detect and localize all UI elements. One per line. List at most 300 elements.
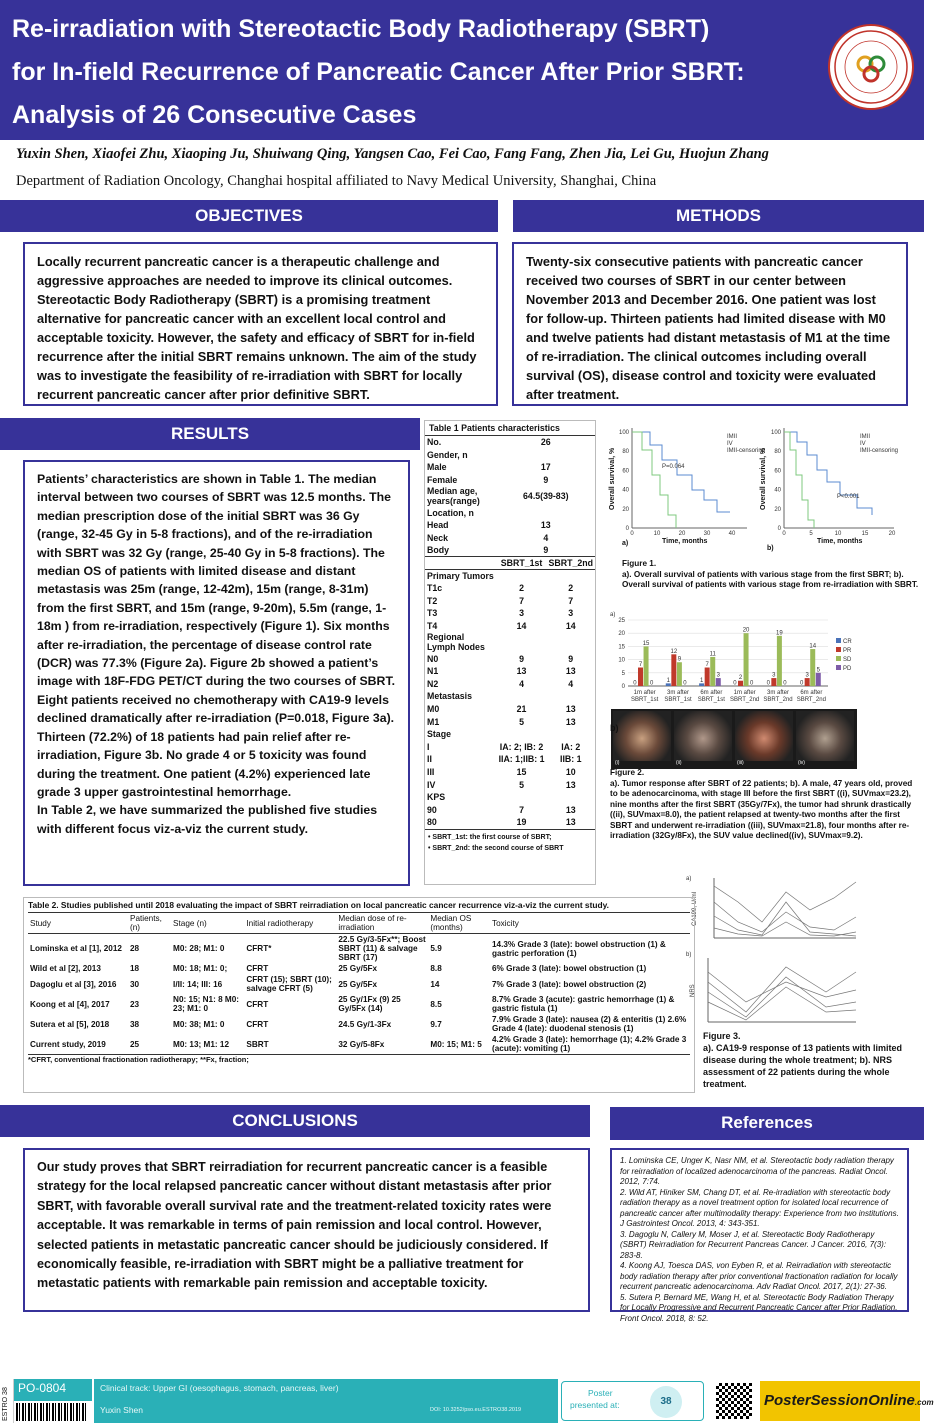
image-label: (ii) (676, 760, 682, 766)
table-cell: Dagoglu et al [3], 2016 (30, 979, 117, 989)
table-cell: M0: 15; M1: 5 (430, 1039, 482, 1049)
table-cell: M0: 18; M1: 0; (173, 964, 228, 973)
results-text-2: In Table 2, we have summarized the published five studies with different focus viz-a-viz the current study. (37, 803, 378, 836)
table-cell: 3 (519, 608, 524, 619)
table-cell: CFRT* (246, 944, 272, 953)
table-cell: 80 (427, 817, 437, 828)
figure1-caption (622, 559, 922, 591)
table-cell: IA: 2; IB: 2 (499, 741, 544, 752)
table-row (425, 544, 595, 557)
table-row (425, 486, 595, 506)
conclusions-text: Our study proves that SBRT reirradiation for recurrent pancreatic cancer is a feasible strategy for the local relapsed pancreatic cancer without distant metastasis after prior SBRT, with favorable overall survival rate and the treatment-related toxicity rates were acceptable. It was remarkable in terms of pain remission and local control. However, selected patients in metastatic pancreatic cancer should be judiciously considered. If economically feasible, re-irradiation with SBRT might be a palliative treatment for metastatic patients with remarkable pain remission and acceptable toxicity. (37, 1160, 552, 1291)
data-label: 19 (776, 630, 783, 637)
y-tick-label: 20 (774, 506, 781, 513)
bar (638, 668, 643, 686)
bar (705, 668, 710, 686)
poster-title (12, 8, 812, 137)
table-cell: 14 (516, 621, 527, 632)
tumor-response-chart (610, 608, 858, 708)
table-cell: Gender, n (427, 449, 468, 460)
table-cell: IV (427, 779, 436, 790)
y-tick-label: 40 (774, 487, 781, 494)
table-cell: 14 (565, 621, 576, 632)
bar (744, 633, 749, 686)
x-tick-label: 30 (703, 531, 711, 537)
legend-item: IV (727, 441, 733, 447)
reference-item: 3. Dagoglu N, Callery M, Moser J, et al. Stereotactic Body Radiotherapy (SBRT) Reirradiation for Recurrent Pancreas Cancer. J Cancer. 2016, 7(3): 283-8. (620, 1229, 887, 1260)
p-value-a: P=0.064 (662, 464, 685, 470)
legend-item: IMII-censoring (860, 448, 899, 454)
table-cell: 13 (565, 779, 576, 790)
x-tick-label: 0 (782, 531, 786, 537)
table1-title: Table 1 Patients characteristics (425, 421, 595, 436)
footer-author: Yuxin Shen (100, 1405, 144, 1415)
x-tick-label: SBRT_1st (697, 697, 725, 703)
objectives-box (23, 242, 498, 406)
data-label: 20 (742, 627, 750, 634)
table2 (23, 897, 695, 1093)
panel-label: a) (610, 612, 616, 618)
table-cell (497, 506, 595, 519)
caption-title: Figure 3. (703, 1031, 741, 1041)
data-label: 7 (705, 662, 709, 669)
table-row (425, 791, 595, 804)
table-row (425, 449, 595, 462)
table-cell: II (427, 754, 432, 765)
data-label: 0 (749, 680, 754, 687)
table1-note: • SBRT_2nd: the second course of SBRT (428, 844, 564, 852)
table-cell: 18 (130, 964, 140, 973)
y-axis-label: CA199, U/ml (692, 891, 698, 926)
figure3-caption (703, 1030, 918, 1090)
bar (777, 636, 782, 686)
y-tick-label: 5 (621, 670, 625, 677)
table-row (425, 569, 595, 582)
table-cell: Location, n (427, 507, 474, 518)
table2-body (28, 913, 690, 1054)
table-cell: 9 (543, 475, 549, 486)
table2-note: *CFRT, conventional fractionation radiotherapy; **Fx, fraction; (28, 1054, 690, 1064)
data-label: 0 (733, 680, 737, 687)
table-cell: 4 (568, 678, 574, 689)
x-tick-label: 0 (630, 531, 634, 537)
x-tick-label: 10 (834, 531, 842, 537)
table-cell: N0 (427, 653, 439, 664)
table-cell (497, 632, 547, 652)
data-label: 0 (649, 680, 654, 687)
table1-col-header: SBRT_1st (500, 558, 543, 569)
table-cell: 25 (130, 1039, 140, 1049)
presented-at: Poster presented at: 38 (561, 1381, 704, 1421)
table-cell (497, 791, 547, 804)
table-cell: 5.9 (430, 944, 442, 953)
table-cell: T3 (427, 608, 438, 619)
table-cell: M0: 38; M1: 0 (173, 1019, 225, 1029)
table-row (425, 620, 595, 633)
table-cell: 7 (519, 804, 524, 815)
table-cell: 5 (519, 779, 524, 790)
results-text: Patients’ characteristics are shown in Table 1. The median interval between two courses of SBRT was 12.5 months. The median prescription dose of the initial SBRT was 36 Gy (range, 32-45 Gy in 5-8 fractions), and of the re-irradiation with SBRT was 32 Gy (range, 25-40 Gy in 5-8 fractions). The median OS of patients with limited disease and distant metastasis was 25m (range, 12-42m), 15m (range, 8-31m) from the first SBRT, and 15m (range, 9-20m), 5.5m (range, 1-18m ) from re-irradiation, respectively (Figure 1). Six months after re-irradiation, the percentage of disease control rate (DCR) was 77.3% (Figure 2a). Figure 2b showed a patient’s image with 18F-FDG PET/CT during the two courses of SBRT. Eight patients received no chemotherapy with CA19-9 levels declined dramatically after re-irradiation (P=0.018, Figure 3a). Thirteen (72.2%) of 18 patients had pain relief after re-irradiation, Figure 3b. No grade 4 or 5 toxicity was found during the treatment. One patient (4.2%) experienced late grade 3 upper gastrointestinal hemorrhage. (37, 472, 396, 799)
conclusions-header: CONCLUSIONS (0, 1105, 590, 1137)
table-cell: 32 Gy/5-8Fx (338, 1039, 385, 1049)
table-cell: M1 (427, 716, 440, 727)
table-cell: Wild et al [2], 2013 (30, 964, 101, 973)
table-cell (547, 632, 595, 652)
figure2-caption (610, 768, 922, 842)
reference-item: 2. Wild AT, Hiniker SM, Chang DT, et al. Re-irradiation with stereotactic body radiation therapy as a novel treatment option for isolated local recurrence of pancreatic cancer after multimodality therapy: Experience from two institutions. J Gastrointest Oncol. 2013, 4: 343-351. (620, 1187, 899, 1228)
bar (716, 678, 721, 686)
table-cell: 13 (565, 666, 576, 677)
table-cell: 38 (130, 1019, 140, 1029)
bar (671, 654, 676, 686)
table-cell (547, 791, 595, 804)
caption-text: a). Overall survival of patients with various stage from the first SBRT; b). Overall survival of patients with various stage from re-irradiation with SBRT. (622, 569, 919, 589)
ca199-nrs-charts (686, 872, 922, 1027)
table-cell: IA: 2 (561, 741, 581, 752)
legend-item: SD (843, 657, 852, 663)
table-cell: 8.5 (430, 999, 442, 1009)
table-row (425, 753, 595, 766)
legend-item: IV (860, 441, 866, 447)
panel-label: b) (767, 545, 774, 552)
y-tick-label: 10 (618, 657, 625, 664)
table-cell: 2 (568, 583, 574, 594)
table-row (425, 803, 595, 816)
figure3-charts (686, 872, 922, 1027)
y-tick-label: 0 (777, 526, 781, 532)
table-cell: 23 (130, 999, 140, 1009)
table-cell: T1c (427, 583, 443, 594)
y-tick-label: 80 (622, 449, 629, 456)
x-tick-label: 3m after (666, 690, 690, 696)
table-cell: 25 Gy/1Fx (9) 25 Gy/5Fx (14) (338, 995, 401, 1013)
table-cell: CFRT (246, 1019, 269, 1029)
table-header-cell: Study (30, 918, 51, 928)
bar (738, 681, 743, 686)
table-cell: Stage (427, 729, 451, 740)
table-cell: 19 (516, 817, 527, 828)
table1-body (425, 436, 595, 829)
objectives-header: OBJECTIVES (0, 200, 498, 232)
survival-plot-a (609, 428, 765, 547)
p-value-b: P<0.001 (837, 494, 860, 500)
table-cell: 7 (568, 595, 574, 606)
table-cell: N1 (427, 666, 439, 677)
table-cell: 90 (427, 804, 437, 815)
table-cell: 2 (519, 583, 524, 594)
table-cell: 4.2% Grade 3 (late): hemorrhage (1); 4.2% Grade 3 (acute): vomiting (1) (492, 1035, 687, 1053)
figure1-charts (602, 420, 922, 558)
brand-logo[interactable]: PosterSessionOnline.com (760, 1381, 920, 1421)
panel-label: b) (686, 952, 692, 958)
table-cell: 17 (540, 462, 551, 473)
authors: Yuxin Shen, Xiaofei Zhu, Xiaoping Ju, Shuiwang Qing, Yangsen Cao, Fei Cao, Fang Fang, Zhen Jia, Lei Gu, Huojun Zhang (16, 146, 769, 162)
table-header-cell: Toxicity (492, 918, 519, 928)
conclusions-box (23, 1148, 590, 1312)
caption-title: Figure 2. (610, 768, 645, 777)
table-cell: Metastasis (427, 691, 472, 702)
y-tick-label: 60 (774, 468, 781, 475)
table-row (425, 816, 595, 829)
table-cell: 25 Gy/5Fx (338, 979, 378, 989)
references-list (612, 1150, 907, 1330)
table-cell: 24.5 Gy/1-3Fx (338, 1019, 392, 1029)
table-cell: III (427, 766, 435, 777)
data-label: 3 (716, 672, 720, 679)
table-row (425, 632, 595, 652)
table-cell (547, 728, 595, 741)
table-cell (547, 690, 595, 703)
table-row (425, 461, 595, 474)
x-tick-label: 20 (888, 531, 896, 537)
table-cell: Primary Tumors (427, 570, 494, 581)
x-tick-label: SBRT_1st (631, 697, 659, 703)
table-cell: Lominska et al [1], 2012 (30, 944, 122, 953)
panel-label: a) (686, 876, 692, 882)
legend-swatch (836, 638, 841, 643)
data-label: 0 (799, 680, 804, 687)
table-row (425, 766, 595, 779)
y-tick-label: 80 (774, 449, 781, 456)
table-row (425, 519, 595, 532)
table-header-cell: Patients, (n) (130, 914, 162, 932)
table-cell: CFRT (246, 964, 269, 973)
table-row (425, 436, 595, 449)
objectives-text: Locally recurrent pancreatic cancer is a therapeutic challenge and aggressive approaches are needed to improve its clinical outcomes. Stereotactic Body Radiotherapy (SBRT) is a promising treatment alternative for pancreatic cancer with an excellent local control and acceptable toxicity. However, the safety and efficacy of SBRT for in-field recurrence after the initial SBRT remains unknown. The aim of the study was to investigate the feasibility of re-irradiation with SBRT for locally recurrent pancreatic cancer after prior definitive SBRT. (37, 254, 477, 402)
data-label: 11 (709, 651, 716, 658)
title-line: for In-field Recurrence of Pancreatic Cancer After Prior SBRT: (12, 58, 745, 86)
data-label: 12 (670, 648, 678, 655)
y-tick-label: 0 (621, 684, 625, 690)
data-label: 1 (699, 677, 704, 684)
x-tick-label: 20 (678, 531, 686, 537)
table-row (425, 474, 595, 487)
pet-image (613, 711, 671, 761)
x-tick-label: 15 (861, 531, 869, 537)
x-axis-label: Time, months (662, 538, 708, 545)
table-cell: 21 (516, 703, 527, 714)
table-cell: 13 (565, 703, 576, 714)
table-row (425, 506, 595, 519)
table-cell: CFRT (15); SBRT (10); salvage CFRT (5) (246, 975, 332, 993)
reference-item: 1. Lominska CE, Unger K, Nasr NM, et al. Stereotactic body radiation therapy for reirradiation of localized adenocarcinoma of the pancreas. Radiat Oncol. 2012, 7:74. (620, 1156, 894, 1186)
pet-image (674, 711, 732, 761)
bar (677, 662, 682, 686)
data-label: 3 (772, 672, 776, 679)
legend-item: IMII-censoring (727, 448, 766, 454)
y-tick-label: 100 (618, 430, 629, 436)
methods-box (512, 242, 908, 406)
table-cell: Regional Lymph Nodes (427, 632, 485, 653)
table-cell: Male (427, 462, 447, 473)
table-cell: Female (427, 475, 458, 486)
y-axis-label: Overall survival, % (609, 447, 616, 510)
legend-swatch (836, 656, 841, 661)
table-row (425, 778, 595, 791)
table-cell: Median age, years(range) (427, 486, 480, 507)
caption-text: a). Tumor response after SBRT of 22 patients; b). A male, 47 years old, proved to be adenocarcinoma, with stage III before the first SBRT ((i), SUVmax=23.2), nine months after the first SBRT (35Gy/7Fx), the tumor had shrunk drastically ((ii), SUVmax=8.0), the patient relapsed at twenty-two months after the first SBRT and underwent re-irradiation ((iii), SUVmax=21.8), four months after re-irradiation (32Gy/8Fx), the SUV value declined((iv), SUVmax=9.2). (610, 778, 913, 840)
table-cell: 22.5 Gy/3-5Fx**; Boost SBRT (11) & salvage SBRT (17) (338, 935, 426, 962)
table1 (424, 420, 596, 885)
pet-image (796, 711, 854, 761)
x-tick-label: 5 (809, 531, 813, 537)
table-cell (497, 728, 547, 741)
table-cell: IIA: 1;IIB: 1 (498, 754, 545, 765)
footer-side: ESTRO 38 (0, 1379, 14, 1423)
table-row (28, 994, 690, 1014)
table-cell: 9 (519, 653, 524, 664)
table1-col-header: SBRT_2nd (548, 558, 593, 569)
table-cell: N0: 15; N1: 8 M0: 23; M1: 0 (173, 995, 240, 1013)
table-row (28, 1034, 690, 1054)
x-tick-label: 1m after (633, 690, 656, 696)
table-cell: 5 (519, 716, 524, 727)
table-cell: CFRT (246, 999, 269, 1009)
legend-item: IMII (727, 434, 737, 440)
panel-label: a) (622, 540, 629, 547)
y-tick-label: 40 (622, 487, 629, 494)
x-tick-label: 10 (653, 531, 661, 537)
references-header: References (610, 1107, 924, 1140)
x-tick-label: 40 (728, 531, 736, 537)
table-cell: T2 (427, 595, 438, 606)
y-tick-label: 0 (625, 526, 629, 532)
table-cell: 9.7 (430, 1019, 442, 1029)
table-cell: 4 (519, 678, 524, 689)
figure2a-chart (610, 608, 858, 708)
legend-item: PR (843, 648, 852, 654)
table-cell: 13 (565, 716, 576, 727)
table-cell: N2 (427, 678, 439, 689)
table-cell: I/II: 14; III: 16 (173, 979, 223, 989)
y-tick-label: 25 (618, 618, 625, 624)
table-cell: 28 (130, 944, 140, 953)
y-axis-label: Overall survival, % (760, 447, 767, 510)
table-row (425, 690, 595, 703)
data-label: 9 (677, 656, 682, 663)
table-cell: 15 (516, 766, 527, 777)
x-tick-label: 6m after (800, 690, 823, 696)
table-row (425, 595, 595, 608)
table-row (425, 728, 595, 741)
table-cell: Current study, 2019 (30, 1039, 106, 1049)
clinical-track: Clinical track: Upper GI (oesophagus, stomach, pancreas, liver) (100, 1383, 339, 1393)
table-cell (497, 690, 547, 703)
data-label: 3 (805, 672, 809, 679)
bar (710, 657, 715, 686)
table-cell (497, 569, 547, 582)
legend-swatch (836, 647, 841, 652)
data-label: 0 (783, 680, 787, 687)
bar (816, 673, 821, 686)
estro-badge: 38 (650, 1386, 682, 1418)
table-cell: 13 (565, 804, 576, 815)
table2-title: Table 2. Studies published until 2018 evaluating the impact of SBRT reirradiation on local pancreatic cancer recurrence viz-a-viz the current study. (28, 900, 690, 913)
table-cell: 9 (543, 545, 549, 556)
legend-swatch (836, 665, 841, 670)
table-cell: IIB: 1 (560, 754, 582, 765)
legend-item: CR (843, 639, 852, 645)
caption-text: a). CA19-9 response of 13 patients with limited disease during the whole treatment; b). NRS assessment of 22 patients during the whole treatment. (703, 1043, 903, 1089)
table-cell: 25 Gy/5Fx (338, 964, 378, 973)
methods-header: METHODS (513, 200, 924, 232)
data-label: 15 (642, 640, 650, 647)
table-cell: I (427, 741, 430, 752)
data-label: 0 (633, 680, 637, 687)
table-cell: 6% Grade 3 (late): bowel obstruction (1) (492, 964, 647, 973)
table-cell: Head (427, 520, 449, 531)
table-cell: 13 (540, 520, 551, 531)
table-cell: Body (427, 545, 449, 556)
table-cell: 4 (543, 532, 549, 543)
table-cell: 10 (565, 766, 576, 777)
table-cell: 3 (568, 608, 574, 619)
table-cell: M0 (427, 703, 440, 714)
image-label: (i) (615, 760, 620, 766)
caption-title: Figure 1. (622, 559, 657, 568)
table-row (28, 963, 690, 974)
x-tick-label: 3m after (766, 690, 790, 696)
results-header: RESULTS (0, 418, 420, 450)
table-cell: 7.9% Grade 3 (late): nausea (2) & enteritis (1) 2.6% Grade 4 (late): duodenal stenosis (1) (492, 1015, 687, 1033)
bar (644, 646, 649, 686)
doi: DOI: 10.3252/pso.eu.ESTRO38.2019 (430, 1407, 522, 1413)
table-cell: 7 (519, 595, 524, 606)
x-tick-label: SBRT_2nd (763, 697, 793, 703)
x-tick-label: SBRT_2nd (730, 697, 760, 703)
table-row (425, 715, 595, 728)
table-cell (547, 569, 595, 582)
table-header-cell: Initial radiotherapy (246, 918, 314, 928)
table-header-cell: Stage (n) (173, 918, 207, 928)
table-header-cell: Median OS (months) (430, 914, 472, 932)
pet-ct-images (611, 709, 857, 769)
data-label: 5 (816, 667, 820, 674)
table-cell: 30 (130, 979, 140, 989)
table-cell: 8.7% Grade 3 (acute): gastric hemorrhage (1) & gastric fistula (1) (492, 995, 675, 1013)
y-axis-label: NRS (690, 984, 696, 997)
table-row (425, 740, 595, 753)
table-row (425, 582, 595, 595)
table-cell: T4 (427, 621, 438, 632)
title-line: Re-irradiation with Stereotactic Body Radiotherapy (SBRT) (12, 15, 710, 43)
references-box (610, 1148, 909, 1323)
qr-code[interactable] (716, 1383, 752, 1419)
table-row (425, 703, 595, 716)
table-row (425, 607, 595, 620)
table-cell: 7% Grade 3 (late): bowel obstruction (2) (492, 979, 647, 989)
data-label: 2 (738, 675, 743, 682)
barcode (16, 1403, 88, 1421)
table-cell: 26 (540, 437, 551, 448)
table-cell: Neck (427, 532, 449, 543)
x-tick-label: 1m after (733, 690, 756, 696)
data-label: 7 (638, 662, 643, 669)
legend-item: IMII (860, 434, 870, 440)
table-cell: 64.5(39-83) (523, 491, 569, 502)
affiliation: Department of Radiation Oncology, Changhai hospital affiliated to Navy Medical University, Shanghai, China (16, 173, 657, 189)
pet-image (735, 711, 793, 761)
table-cell: 9 (568, 653, 574, 664)
table-row (425, 665, 595, 678)
reference-item: 5. Sutera P, Bernard ME, Wang H, et al. Stereotactic Body Radiation Therapy for Locally Progressive and Recurrent Pancreatic Cancer after Prior Radiation. Front Oncol. 2018, 8: 52. (620, 1292, 898, 1323)
table-cell: M0: 28; M1: 0 (173, 944, 225, 953)
hospital-logo (828, 24, 914, 110)
title-line: Analysis of 26 Consecutive Cases (12, 101, 417, 129)
x-axis-label: Time, months (817, 538, 863, 545)
footer (0, 1379, 934, 1423)
table-cell: KPS (427, 792, 446, 803)
